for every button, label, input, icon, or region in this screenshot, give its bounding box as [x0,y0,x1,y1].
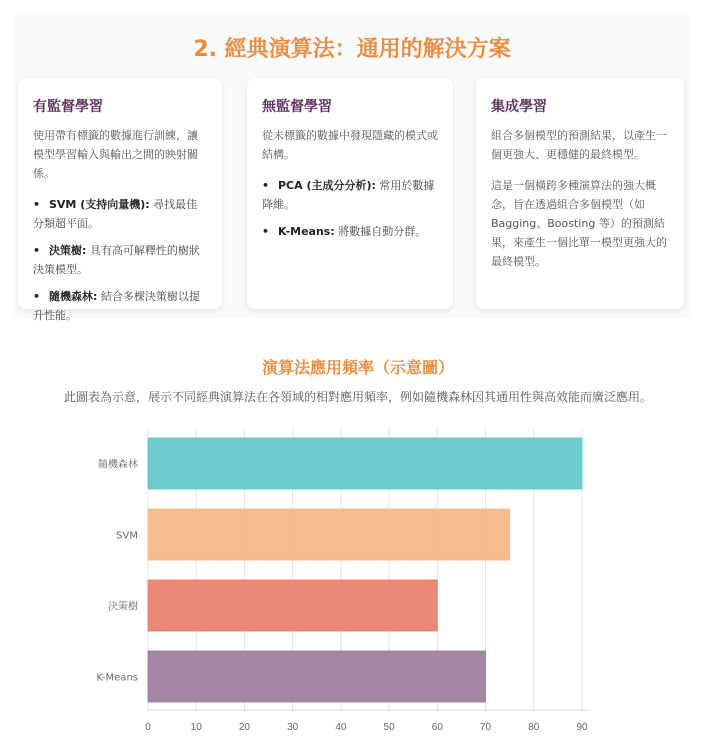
bar [148,509,510,560]
list-item: • 隨機森林: 結合多棵決策樹以提升性能。 [33,290,200,322]
card-unsupervised [247,78,453,309]
y-tick-label: 隨機森林 [98,459,138,471]
list-item: • PCA (主成分分析): 常用於數據降維。 [262,179,435,211]
x-tick-label: 0 [145,722,151,733]
x-tick-label: 90 [576,722,588,733]
x-tick-label: 70 [479,722,492,733]
card-desc-2: 這是一個橫跨多種演算法的強大概念，旨在透過組合多個模型（如 Bagging、Boosting 等）的預測結果，來產生一個比單一模型更強大的最終模型。 [491,179,667,268]
list-item: • 決策樹: 具有高可解釋性的樹狀決策模型。 [33,244,200,276]
chart-title: 演算法應用頻率（示意圖） [261,358,454,377]
bar [148,651,486,702]
bar [148,438,582,489]
list-item: • SVM (支持向量機): 尋找最佳分類超平面。 [33,198,198,230]
list-item: • K-Means: 將數據自動分群。 [262,225,427,238]
algorithms-section [14,14,690,322]
y-tick-label: SVM [116,530,138,542]
x-tick-label: 10 [190,722,202,733]
card-desc: 使用帶有標籤的數據進行訓練，讓模型學習輸入與輸出之間的映射關係。 [33,129,198,180]
x-tick-label: 80 [528,722,540,733]
x-tick-label: 20 [238,722,251,733]
bar [148,580,437,631]
card-title: 無監督學習 [262,99,332,115]
x-tick-label: 50 [383,722,395,733]
section-title: 2. 經典演算法：通用的解決方案 [193,37,511,62]
chart-description: 此圖表為示意，展示不同經典演算法在各領域的相對應用頻率，例如隨機森林因其通用性與高效能而廣泛應用。 [63,390,652,404]
card-ensemble [476,78,684,309]
card-title: 集成學習 [491,99,547,115]
card-supervised [18,78,222,322]
card-desc: 從未標籤的數據中發現隱藏的模式或結構。 [262,129,438,161]
card-desc: 組合多個模型的預測結果，以產生一個更強大、更穩健的最終模型。 [491,129,667,161]
x-tick-label: 40 [335,722,347,733]
card-title: 有監督學習 [33,99,103,115]
bar-chart [0,420,716,744]
x-tick-label: 60 [431,722,443,733]
y-tick-label: K-Means [96,672,138,684]
y-tick-label: 決策樹 [108,601,138,613]
x-tick-label: 30 [287,722,299,733]
